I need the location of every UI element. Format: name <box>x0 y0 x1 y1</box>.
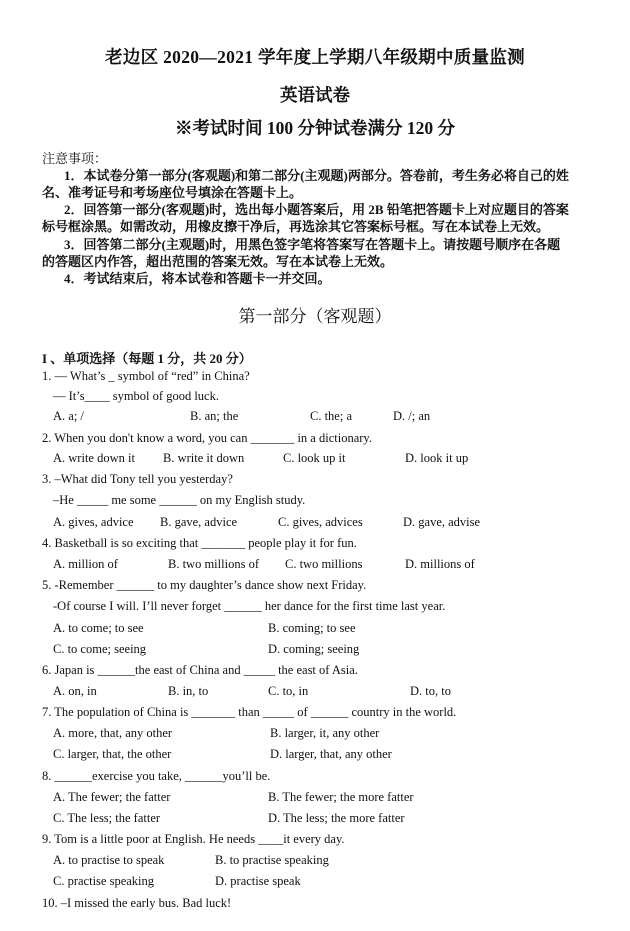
option-a: A. The fewer; the fatter <box>53 790 171 804</box>
option-a: A. to come; to see <box>53 621 144 635</box>
option-b: B. The fewer; the more fatter <box>268 790 414 804</box>
note-line: 2．回答第一部分(客观题)时，选出每小题答案后，用 2B 铅笔把答题卡上对应题目的答案 <box>64 202 569 217</box>
question-stem: –He _____ me some ______ on my English study. <box>53 493 306 507</box>
option-d: D. practise speak <box>215 874 301 888</box>
option-c: C. to come; seeing <box>53 642 147 656</box>
option-c: C. look up it <box>283 451 346 465</box>
option-a: A. million of <box>53 557 118 571</box>
option-b: B. coming; to see <box>268 621 356 635</box>
exam-time-score: ※考试时间 100 分钟试卷满分 120 分 <box>175 118 455 138</box>
question-stem: 7. The population of China is _______ than _____ of ______ country in the world. <box>42 705 457 719</box>
note-line: 的答题区内作答，超出范围的答案无效。写在本试卷上无效。 <box>42 254 394 269</box>
question-stem: -Of course I will. I’ll never forget ______ her dance for the first time last year. <box>53 599 446 613</box>
option-b: B. in, to <box>168 684 209 698</box>
option-c: C. gives, advices <box>278 515 363 529</box>
option-c: C. practise speaking <box>53 874 155 888</box>
question-stem: 4. Basketball is so exciting that _______ people play it for fun. <box>42 536 357 550</box>
option-c: C. two millions <box>285 557 363 571</box>
exam-title: 老边区 2020—2021 学年度上学期八年级期中质量监测 <box>105 47 525 67</box>
question-stem: 8. ______exercise you take, ______you’ll be. <box>42 769 271 783</box>
question-stem: — It’s____ symbol of good luck. <box>53 389 219 403</box>
option-b: B. larger, it, any other <box>270 726 380 740</box>
option-b: B. an; the <box>190 409 239 423</box>
note-line: 标号框涂黑。如需改动，用橡皮擦干净后，再选涂其它答案标号框。写在本试卷上无效。 <box>42 219 550 234</box>
question-stem: 9. Tom is a little poor at English. He needs ____it every day. <box>42 832 345 846</box>
question-stem: 2. When you don't know a word, you can _______ in a dictionary. <box>42 431 372 445</box>
option-d: D. to, to <box>410 684 451 698</box>
option-b: B. write it down <box>163 451 245 465</box>
option-d: D. coming; seeing <box>268 642 360 656</box>
option-d: D. look it up <box>405 451 469 465</box>
question-stem: 10. –I missed the early bus. Bad luck! <box>42 896 232 910</box>
option-d: D. gave, advise <box>403 515 481 529</box>
note-line: 名、准考证号和考场座位号填涂在答题卡上。 <box>42 185 303 200</box>
part-one-heading: 第一部分（客观题） <box>238 307 392 326</box>
question-stem: 1. — What’s _ symbol of “red” in China? <box>42 369 250 383</box>
option-d: D. The less; the more fatter <box>268 811 405 825</box>
option-a: A. on, in <box>53 684 97 698</box>
note-line: 1．本试卷分第一部分(客观题)和第二部分(主观题)两部分。答卷前，考生务必将自己的姓 <box>64 168 569 183</box>
option-a: A. gives, advice <box>53 515 134 529</box>
question-stem: 6. Japan is ______the east of China and _____ the east of Asia. <box>42 663 358 677</box>
option-d: D. larger, that, any other <box>270 747 392 761</box>
option-b: B. two millions of <box>168 557 259 571</box>
question-stem: 3. –What did Tony tell you yesterday? <box>42 472 233 486</box>
notes-heading: 注意事项： <box>42 151 108 166</box>
option-d: D. millions of <box>405 557 475 571</box>
option-a: A. more, that, any other <box>53 726 173 740</box>
option-a: A. a; / <box>53 409 84 423</box>
option-b: B. gave, advice <box>160 515 238 529</box>
note-line: 4．考试结束后，将本试卷和答题卡一并交回。 <box>64 271 331 286</box>
option-b: B. to practise speaking <box>215 853 329 867</box>
exam-subtitle: 英语试卷 <box>280 85 350 105</box>
option-d: D. /; an <box>393 409 431 423</box>
option-c: C. to, in <box>268 684 309 698</box>
option-a: A. to practise to speak <box>53 853 165 867</box>
option-c: C. larger, that, the other <box>53 747 172 761</box>
section-heading: I 、单项选择（每题 1 分，共 20 分） <box>42 351 252 366</box>
option-c: C. The less; the fatter <box>53 811 161 825</box>
option-a: A. write down it <box>53 451 135 465</box>
question-stem: 5. -Remember ______ to my daughter’s dance show next Friday. <box>42 578 367 592</box>
note-line: 3．回答第二部分(主观题)时，用黑色签字笔将答案写在答题卡上。请按题号顺序在各题 <box>64 237 561 252</box>
option-c: C. the; a <box>310 409 353 423</box>
